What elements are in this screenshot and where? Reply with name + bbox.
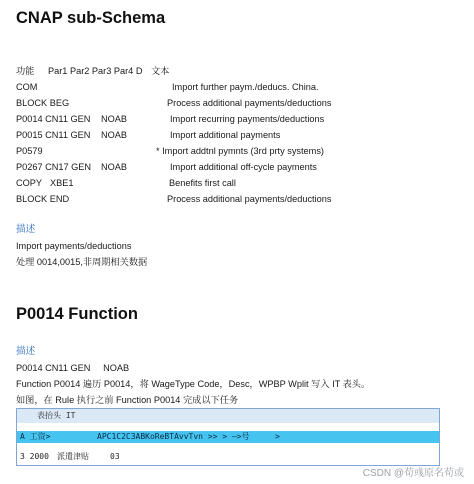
figure-caption: 如图，在 Rule 执行之前 Function P0014 完成以下任务	[16, 395, 239, 405]
row-text: * Import addtnl pymnts (3rd prty systems)	[156, 146, 324, 156]
row-func: P0014 CN11 GEN	[16, 114, 91, 124]
row-description: 派遣津贴	[57, 452, 89, 461]
row-pars: NOAB	[101, 130, 128, 140]
table-row	[16, 176, 456, 190]
row-pars: XBE1	[50, 178, 74, 188]
selected-row-fields: APC1C2C3ABKoReBTAvvTvn >> > —>号	[97, 432, 250, 441]
header-function: 功能	[16, 66, 35, 76]
row-text: Import additional payments	[170, 130, 281, 140]
section-title-p0014: P0014 Function	[16, 305, 138, 323]
row-func: COM	[16, 82, 38, 92]
row-text: Process additional payments/deductions	[167, 194, 332, 204]
table-row	[16, 96, 456, 110]
table-row	[16, 128, 456, 142]
function-call-line: P0014 CN11 GEN NOAB	[16, 363, 130, 373]
row-func: BLOCK END	[16, 194, 70, 204]
selected-row-marker: >	[275, 432, 280, 441]
selected-row-wagetype: A 工资>	[20, 432, 51, 441]
row-pars: NOAB	[101, 114, 128, 124]
row-func: P0015 CN11 GEN	[16, 130, 91, 140]
row-text: Import additional off-cycle payments	[170, 162, 317, 172]
row-func: COPY	[16, 178, 43, 188]
description-line-zh: 处理 0014,0015,非周期相关数据	[16, 257, 148, 267]
table-row	[16, 80, 456, 94]
csdn-watermark: CSDN @荀彧原名荀或	[362, 468, 464, 479]
description-line: Import payments/deductions	[16, 241, 132, 251]
table-row	[16, 144, 456, 158]
row-code: 3 2000	[20, 452, 49, 461]
it-table-screenshot	[16, 408, 440, 466]
function-description: Function P0014 遍历 P0014，将 WageType Code，Desc，WPBP Wplit 写入 IT 表头。	[16, 379, 371, 389]
description-label: 描述	[16, 346, 36, 357]
row-func: BLOCK BEG	[16, 98, 70, 108]
it-table-selected-row[interactable]	[17, 431, 439, 443]
row-text: Benefits first call	[169, 178, 236, 188]
table-row	[16, 112, 456, 126]
table-row	[16, 160, 456, 174]
row-pars: NOAB	[101, 162, 128, 172]
row-text: Import recurring payments/deductions	[170, 114, 325, 124]
table-row	[16, 192, 456, 206]
row-text: Import further paym./deducs. China.	[172, 82, 319, 92]
it-table-header: 表抬头 IT	[17, 409, 439, 423]
description-label: 描述	[16, 224, 36, 235]
header-params: Par1 Par2 Par3 Par4 D	[48, 66, 143, 76]
row-text: Process additional payments/deductions	[167, 98, 332, 108]
row-func: P0579	[16, 146, 43, 156]
row-value: 03	[110, 452, 120, 461]
it-table-row[interactable]	[17, 451, 439, 463]
header-text: 文本	[151, 66, 170, 76]
row-func: P0267 CN17 GEN	[16, 162, 92, 172]
table-header	[16, 64, 456, 78]
section-title-cnap: CNAP sub-Schema	[16, 9, 166, 27]
